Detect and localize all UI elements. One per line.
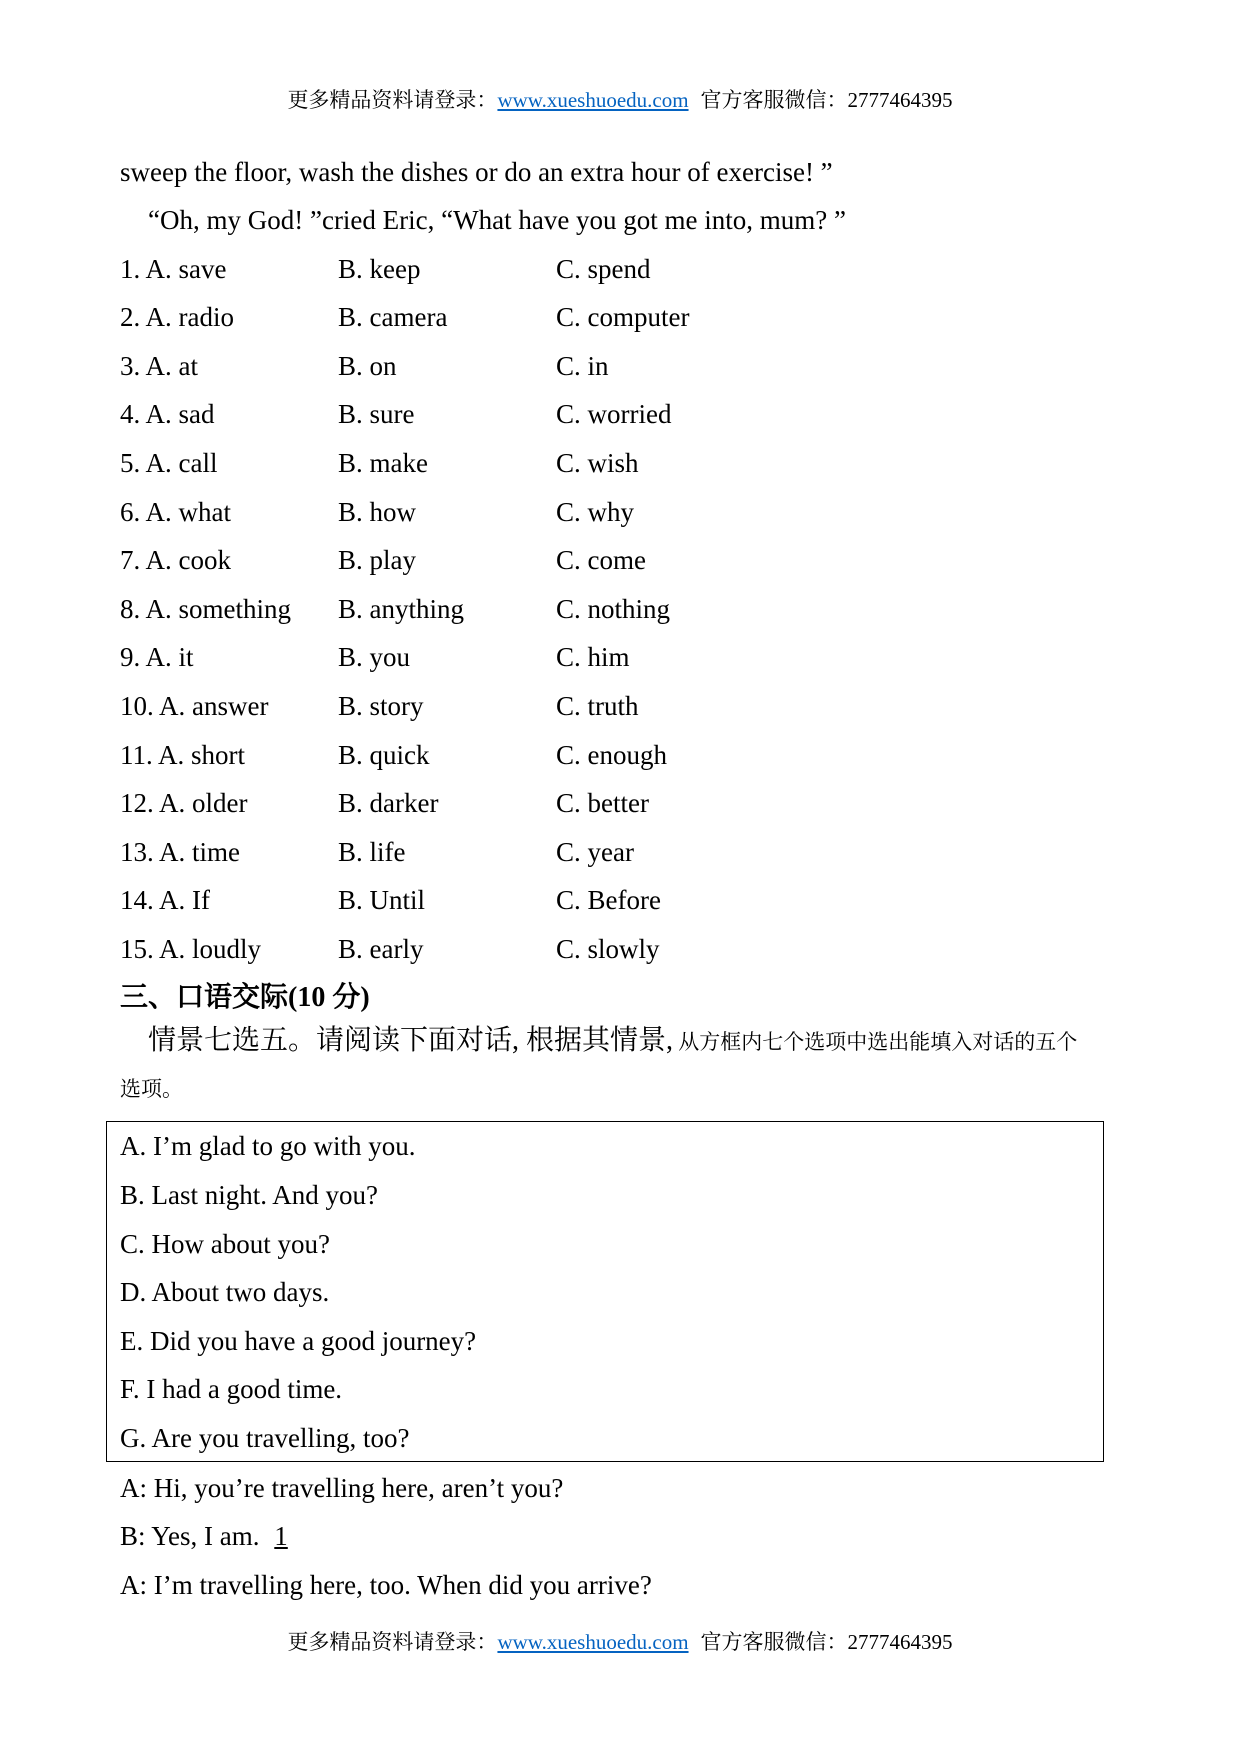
option-c: C. him (556, 642, 630, 672)
dialogue-text: B: Yes, I am. (120, 1521, 260, 1551)
section-title: 三、口语交际(10 分) (120, 982, 370, 1013)
option-b: B. play (338, 545, 416, 575)
option-c: C. slowly (556, 934, 660, 964)
option-b: B. darker (338, 788, 439, 818)
option-a: 13. A. time (120, 837, 240, 867)
option-c: C. worried (556, 399, 672, 429)
option-b: B. how (338, 497, 417, 527)
instructions-main: 情景七选五。请阅读下面对话, 根据其情景, (148, 1025, 674, 1056)
header-link[interactable]: www.xueshuoedu.com (497, 88, 689, 112)
passage-line-2: “Oh, my God! ”cried Eric, “What have you got me into, mum? ” (148, 205, 847, 235)
choice-option: C. How about you? (120, 1229, 330, 1259)
passage-line-1: sweep the floor, wash the dishes or do an extra hour of exercise! ” (120, 157, 833, 187)
answer-blank[interactable]: 1 (274, 1521, 288, 1551)
footer-wechat: 官方客服微信：2777464395 (700, 1630, 953, 1654)
option-c: C. enough (556, 740, 667, 770)
instructions-rest: 从方框内七个选项中选出能填入对话的五个 (673, 1030, 1078, 1054)
dialogue-line (120, 1519, 296, 1553)
option-c: C. spend (556, 254, 651, 284)
option-b: B. story (338, 691, 424, 721)
option-a: 3. A. at (120, 351, 198, 381)
option-c: C. nothing (556, 594, 671, 624)
option-a: 9. A. it (120, 642, 194, 672)
choice-option: B. Last night. And you? (120, 1180, 378, 1210)
option-c: C. better (556, 788, 649, 818)
option-a: 12. A. older (120, 788, 248, 818)
dialogue-line: A: Hi, you’re travelling here, aren’t you? (120, 1473, 564, 1503)
option-c: C. in (556, 351, 609, 381)
option-a: 6. A. what (120, 497, 231, 527)
option-b: B. sure (338, 399, 415, 429)
option-b: B. early (338, 934, 424, 964)
option-a: 2. A. radio (120, 302, 234, 332)
option-a: 7. A. cook (120, 545, 231, 575)
option-a: 4. A. sad (120, 399, 215, 429)
option-a: 1. A. save (120, 254, 227, 284)
option-b: B. keep (338, 254, 421, 284)
option-b: B. Until (338, 885, 426, 915)
options-box (106, 1121, 1104, 1462)
header-wechat: 官方客服微信：2777464395 (700, 88, 953, 112)
choice-option: G. Are you travelling, too? (120, 1423, 410, 1453)
option-a: 10. A. answer (120, 691, 269, 721)
page-footer (0, 1628, 1240, 1656)
option-a: 8. A. something (120, 594, 292, 624)
option-b: B. anything (338, 594, 464, 624)
footer-link[interactable]: www.xueshuoedu.com (497, 1630, 689, 1654)
option-a: 11. A. short (120, 740, 246, 770)
choice-option: F. I had a good time. (120, 1374, 343, 1404)
option-b: B. you (338, 642, 411, 672)
header-prefix: 更多精品资料请登录： (287, 88, 498, 112)
option-c: C. year (556, 837, 634, 867)
option-c: C. computer (556, 302, 690, 332)
option-b: B. camera (338, 302, 448, 332)
choice-option: E. Did you have a good journey? (120, 1326, 477, 1356)
option-b: B. on (338, 351, 397, 381)
option-b: B. quick (338, 740, 430, 770)
dialogue-line: A: I’m travelling here, too. When did you arrive? (120, 1570, 652, 1600)
choice-option: D. About two days. (120, 1277, 330, 1307)
option-c: C. Before (556, 885, 661, 915)
option-c: C. come (556, 545, 646, 575)
option-c: C. why (556, 497, 635, 527)
option-b: B. life (338, 837, 406, 867)
choice-option: A. I’m glad to go with you. (120, 1131, 416, 1161)
instructions-line-2: 选项。 (120, 1077, 183, 1101)
option-a: 14. A. If (120, 885, 210, 915)
section-instructions (148, 1026, 1128, 1057)
page-header (0, 86, 1240, 114)
footer-prefix: 更多精品资料请登录： (287, 1630, 498, 1654)
option-a: 5. A. call (120, 448, 218, 478)
option-a: 15. A. loudly (120, 934, 262, 964)
option-c: C. wish (556, 448, 639, 478)
option-c: C. truth (556, 691, 639, 721)
option-b: B. make (338, 448, 428, 478)
